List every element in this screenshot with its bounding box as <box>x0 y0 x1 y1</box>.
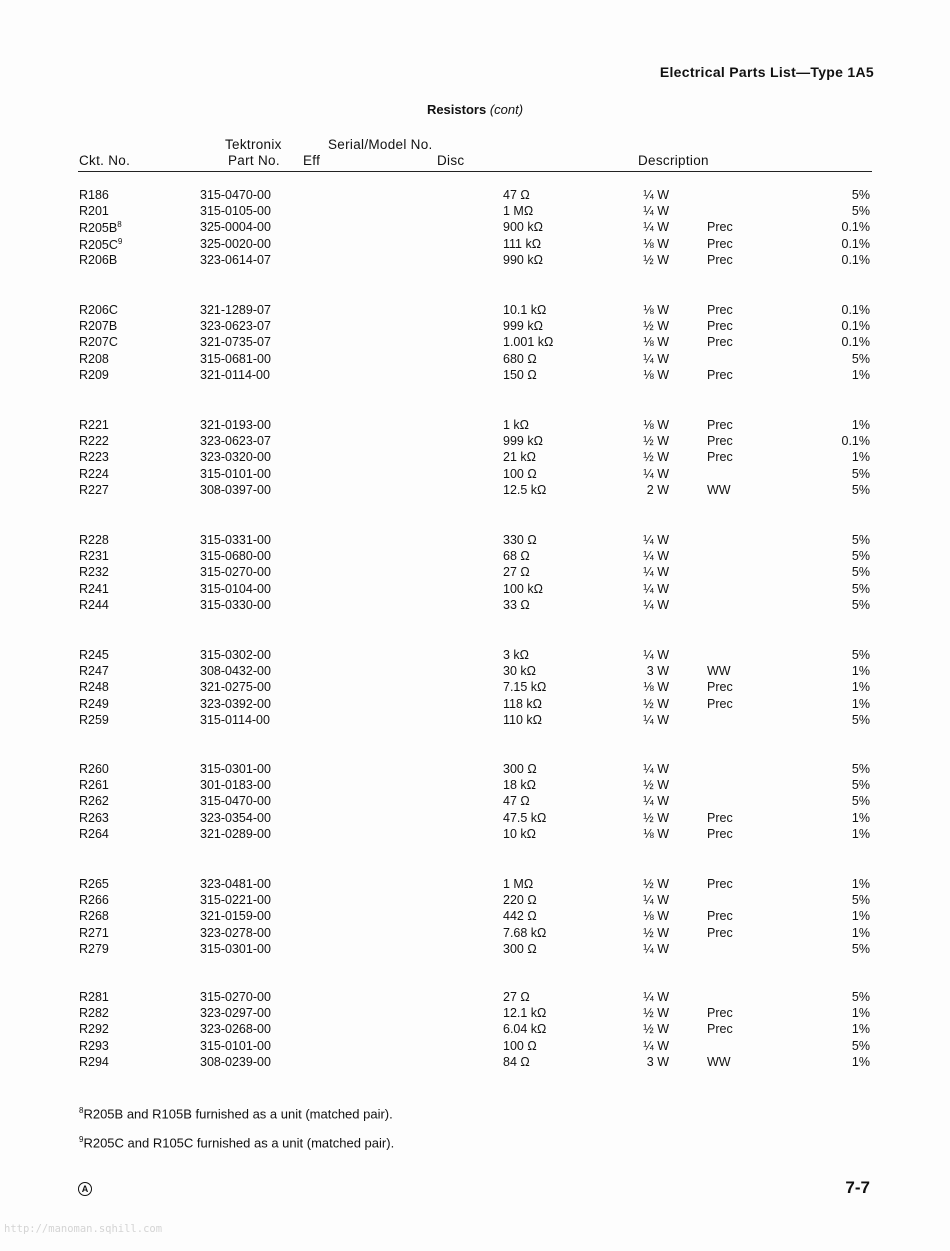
part-number: 315-0301-00 <box>200 762 271 776</box>
table-row <box>0 648 950 664</box>
table-row <box>0 664 950 680</box>
table-row <box>0 827 950 843</box>
wattage: ¼ W <box>643 220 669 235</box>
resistor-type: Prec <box>707 335 733 350</box>
ckt-number: R247 <box>79 664 109 679</box>
resistor-type: Prec <box>707 826 733 841</box>
resistor-type: Prec <box>707 450 733 465</box>
table-row <box>0 483 950 499</box>
ckt-number: R259 <box>79 712 109 727</box>
wattage: ½ W <box>643 1006 669 1021</box>
tolerance: 0.1% <box>841 434 870 449</box>
table-row <box>0 1022 950 1038</box>
wattage: ⅛ W <box>643 826 669 841</box>
resistance-value: 47 Ω <box>503 188 530 202</box>
ckt-number: $R205C^9$ <box>79 236 123 252</box>
tolerance: 1% <box>851 810 870 825</box>
tolerance: 5% <box>851 762 870 776</box>
resistance-value: 27 Ω <box>503 565 530 580</box>
wattage: ⅛ W <box>643 680 669 695</box>
tolerance: 5% <box>851 533 870 547</box>
resistance-value: 7.15 kΩ <box>503 680 547 695</box>
ckt-number: R294 <box>79 1054 109 1069</box>
part-number: 323-0614-07 <box>200 252 271 267</box>
part-number: 315-0101-00 <box>200 466 271 481</box>
part-number: 325-0004-00 <box>200 220 271 235</box>
ckt-number: R292 <box>79 1022 109 1037</box>
column-header-description: Description <box>638 153 709 168</box>
footnote-9: $^9$R205C and R105C furnished as a unit (matched pair). <box>79 1135 395 1151</box>
table-row <box>0 253 950 269</box>
ckt-number: R263 <box>79 810 109 825</box>
ckt-number: R244 <box>79 597 109 612</box>
resistance-value: 999 kΩ <box>503 434 543 449</box>
part-number: 323-0392-00 <box>200 696 271 711</box>
ckt-number: R266 <box>79 893 109 908</box>
part-number: 315-0101-00 <box>200 1038 271 1053</box>
ckt-number: R260 <box>79 762 109 776</box>
column-header-disc: Disc <box>437 153 465 168</box>
wattage: ⅛ W <box>643 367 669 382</box>
resistance-value: 12.5 kΩ <box>503 482 547 497</box>
part-number: 308-0397-00 <box>200 482 271 497</box>
part-number: 315-0114-00 <box>200 712 270 727</box>
table-row <box>0 434 950 450</box>
ckt-number: R261 <box>79 778 109 793</box>
tolerance: 5% <box>851 482 870 497</box>
resistance-value: 150 Ω <box>503 367 537 382</box>
table-row <box>0 794 950 810</box>
wattage: ⅛ W <box>643 335 669 350</box>
resistance-value: 1 MΩ <box>503 877 534 891</box>
column-header-serial-model: Serial/Model No. <box>328 137 433 152</box>
table-row <box>0 368 950 384</box>
resistance-value: 300 Ω <box>503 941 537 956</box>
wattage: ¼ W <box>643 581 669 596</box>
ckt-number: R228 <box>79 533 109 547</box>
wattage: ¼ W <box>643 188 669 202</box>
ckt-number: R201 <box>79 204 109 219</box>
wattage: ½ W <box>643 810 669 825</box>
ckt-number: R222 <box>79 434 109 449</box>
part-number: 315-0104-00 <box>200 581 271 596</box>
tolerance: 5% <box>851 204 870 219</box>
tolerance: 0.1% <box>841 303 870 317</box>
table-row <box>0 204 950 220</box>
table-row <box>0 549 950 565</box>
wattage: ½ W <box>643 450 669 465</box>
tolerance: 1% <box>851 696 870 711</box>
wattage: ½ W <box>643 319 669 334</box>
table-row <box>0 1055 950 1071</box>
tolerance: 5% <box>851 188 870 202</box>
section-title-text: Resistors <box>426 102 487 117</box>
resistance-value: 900 kΩ <box>503 220 543 235</box>
ckt-number: R207C <box>79 335 118 350</box>
ckt-number: R248 <box>79 680 109 695</box>
tolerance: 1% <box>851 877 870 891</box>
resistor-type: Prec <box>707 909 733 924</box>
part-number: 321-0275-00 <box>200 680 271 695</box>
ckt-number: R223 <box>79 450 109 465</box>
part-number: 315-0330-00 <box>200 597 271 612</box>
tolerance: 1% <box>851 909 870 924</box>
resistor-type: Prec <box>707 810 733 825</box>
part-number: 308-0239-00 <box>200 1054 271 1069</box>
tolerance: 5% <box>851 565 870 580</box>
wattage: ¼ W <box>643 941 669 956</box>
table-row <box>0 811 950 827</box>
tolerance: 5% <box>851 990 870 1004</box>
table-row <box>0 237 950 253</box>
wattage: ⅛ W <box>643 236 669 251</box>
part-number: 323-0268-00 <box>200 1022 271 1037</box>
wattage: ¼ W <box>643 204 669 219</box>
ckt-number: R206B <box>79 252 118 267</box>
ckt-number: R186 <box>79 188 109 202</box>
resistance-value: 118 kΩ <box>503 696 542 711</box>
table-row <box>0 582 950 598</box>
resistor-type: Prec <box>707 418 733 432</box>
resistance-value: 12.1 kΩ <box>503 1006 547 1021</box>
table-row <box>0 319 950 335</box>
ckt-number: R262 <box>79 794 109 809</box>
part-number: 315-0270-00 <box>200 565 271 580</box>
table-row <box>0 926 950 942</box>
ckt-number: R209 <box>79 367 109 382</box>
part-number: 323-0481-00 <box>200 877 271 891</box>
ckt-number: R221 <box>79 418 109 432</box>
ckt-number: R232 <box>79 565 109 580</box>
resistance-value: 100 Ω <box>503 466 537 481</box>
part-number: 323-0623-07 <box>200 319 271 334</box>
resistance-value: 6.04 kΩ <box>503 1022 547 1037</box>
ckt-number: $R205B^8$ <box>79 220 122 236</box>
part-number: 315-0270-00 <box>200 990 271 1004</box>
tolerance: 1% <box>851 680 870 695</box>
resistor-type: Prec <box>707 680 733 695</box>
ckt-number: R206C <box>79 303 118 317</box>
column-header-tektronix: Tektronix <box>225 137 282 152</box>
wattage: ¼ W <box>643 1038 669 1053</box>
wattage: ¼ W <box>643 597 669 612</box>
resistance-value: 10 kΩ <box>503 826 536 841</box>
table-row <box>0 909 950 925</box>
part-number: 321-0114-00 <box>200 367 270 382</box>
ckt-number: R281 <box>79 990 109 1004</box>
table-row <box>0 220 950 236</box>
wattage: ½ W <box>643 696 669 711</box>
table-row <box>0 1006 950 1022</box>
table-row <box>0 598 950 614</box>
wattage: ½ W <box>643 877 669 891</box>
part-number: 321-1289-07 <box>200 303 271 317</box>
table-row <box>0 877 950 893</box>
tolerance: 0.1% <box>841 220 870 235</box>
tolerance: 5% <box>851 794 870 809</box>
ckt-number: R208 <box>79 351 109 366</box>
resistor-type: Prec <box>707 367 733 382</box>
wattage: ¼ W <box>643 351 669 366</box>
resistor-type: Prec <box>707 925 733 940</box>
resistor-type: Prec <box>707 1006 733 1021</box>
table-row <box>0 450 950 466</box>
resistance-value: 33 Ω <box>503 597 530 612</box>
resistance-value: 100 Ω <box>503 1038 537 1053</box>
part-number: 315-0680-00 <box>200 549 271 564</box>
resistance-value: 220 Ω <box>503 893 537 908</box>
resistance-value: 1 MΩ <box>503 204 534 219</box>
part-number: 323-0278-00 <box>200 925 271 940</box>
column-header-part-no: Part No. <box>228 153 280 168</box>
part-number: 315-0105-00 <box>200 204 271 219</box>
footnote-8: $^8$R205B and R105B furnished as a unit (matched pair). <box>79 1106 393 1122</box>
resistance-value: 47 Ω <box>503 794 530 809</box>
column-header-ckt-no: Ckt. No. <box>79 153 131 168</box>
ckt-number: R224 <box>79 466 109 481</box>
resistance-value: 84 Ω <box>503 1054 530 1069</box>
tolerance: 1% <box>851 826 870 841</box>
table-row <box>0 778 950 794</box>
tolerance: 5% <box>851 1038 870 1053</box>
part-number: 323-0354-00 <box>200 810 271 825</box>
resistor-type: Prec <box>707 696 733 711</box>
part-number: 321-0735-07 <box>200 335 271 350</box>
wattage: ¼ W <box>643 648 669 662</box>
table-row <box>0 303 950 319</box>
footnote-marker: 8 <box>117 220 122 230</box>
resistance-value: 300 Ω <box>503 762 537 776</box>
table-row <box>0 565 950 581</box>
resistance-value: 18 kΩ <box>503 778 536 793</box>
tolerance: 0.1% <box>841 335 870 350</box>
resistance-value: 442 Ω <box>503 909 537 924</box>
ckt-number: R207B <box>79 319 118 334</box>
ckt-number: R264 <box>79 826 109 841</box>
tolerance: 5% <box>851 648 870 662</box>
resistor-type: Prec <box>707 434 733 449</box>
resistor-type: Prec <box>707 303 733 317</box>
ckt-number: R279 <box>79 941 109 956</box>
table-row <box>0 713 950 729</box>
resistor-type: Prec <box>707 236 733 251</box>
wattage: ¼ W <box>643 533 669 547</box>
table-row <box>0 680 950 696</box>
resistance-value: 68 Ω <box>503 549 530 564</box>
resistance-value: 7.68 kΩ <box>503 925 547 940</box>
resistance-value: 30 kΩ <box>503 664 536 679</box>
header-rule <box>78 171 872 172</box>
tolerance: 5% <box>851 941 870 956</box>
table-row <box>0 418 950 434</box>
wattage: 3 W <box>646 664 669 679</box>
table-row <box>0 697 950 713</box>
resistance-value: 330 Ω <box>503 533 537 547</box>
wattage: ⅛ W <box>643 303 669 317</box>
wattage: ½ W <box>643 925 669 940</box>
wattage: ⅛ W <box>643 418 669 432</box>
tolerance: 1% <box>851 450 870 465</box>
resistance-value: 100 kΩ <box>503 581 543 596</box>
wattage: ¼ W <box>643 762 669 776</box>
part-number: 315-0221-00 <box>200 893 271 908</box>
tolerance: 5% <box>851 712 870 727</box>
part-number: 323-0623-07 <box>200 434 271 449</box>
ckt-number: R293 <box>79 1038 109 1053</box>
wattage: ½ W <box>643 434 669 449</box>
tolerance: 1% <box>851 367 870 382</box>
resistor-type: Prec <box>707 319 733 334</box>
resistor-type: WW <box>707 1054 731 1069</box>
part-number: 323-0320-00 <box>200 450 271 465</box>
resistance-value: 1 kΩ <box>503 418 530 432</box>
resistor-type: Prec <box>707 252 733 267</box>
table-row <box>0 990 950 1006</box>
resistor-type: WW <box>707 482 731 497</box>
ckt-number: R282 <box>79 1006 109 1021</box>
wattage: ½ W <box>643 1022 669 1037</box>
ckt-number: R268 <box>79 909 109 924</box>
part-number: 315-0331-00 <box>200 533 271 547</box>
ckt-number: R231 <box>79 549 109 564</box>
table-row <box>0 467 950 483</box>
footnote-marker: 9 <box>117 236 123 246</box>
wattage: ¼ W <box>643 712 669 727</box>
table-row <box>0 352 950 368</box>
resistor-type: Prec <box>707 220 733 235</box>
tolerance: 5% <box>851 893 870 908</box>
wattage: 3 W <box>646 1054 669 1069</box>
part-number: 321-0289-00 <box>200 826 271 841</box>
tolerance: 1% <box>851 1006 870 1021</box>
watermark-url: http://manoman.sqhill.com <box>4 1223 163 1235</box>
tektronix-logo-icon: A <box>78 1182 92 1196</box>
part-number: 325-0020-00 <box>200 236 271 251</box>
part-number: 321-0159-00 <box>200 909 271 924</box>
tolerance: 5% <box>851 581 870 596</box>
resistor-type: Prec <box>707 877 733 891</box>
tolerance: 0.1% <box>841 236 870 251</box>
tolerance: 0.1% <box>841 252 870 267</box>
table-row <box>0 1039 950 1055</box>
wattage: ¼ W <box>643 794 669 809</box>
tolerance: 1% <box>851 418 870 432</box>
ckt-number: R265 <box>79 877 109 891</box>
wattage: ¼ W <box>643 990 669 1004</box>
tolerance: 1% <box>851 1022 870 1037</box>
ckt-number: R245 <box>79 648 109 662</box>
tolerance: 0.1% <box>841 319 870 334</box>
resistance-value: 21 kΩ <box>503 450 536 465</box>
tolerance: 1% <box>851 925 870 940</box>
wattage: ¼ W <box>643 565 669 580</box>
resistance-value: 111 kΩ <box>503 236 542 251</box>
resistance-value: 990 kΩ <box>503 252 543 267</box>
table-row <box>0 533 950 549</box>
section-title <box>0 102 950 117</box>
table-row <box>0 762 950 778</box>
tolerance: 5% <box>851 778 870 793</box>
resistance-value: 10.1 kΩ <box>503 303 547 317</box>
ckt-number: R271 <box>79 925 109 940</box>
ckt-number: R241 <box>79 581 109 596</box>
table-row <box>0 335 950 351</box>
part-number: 321-0193-00 <box>200 418 271 432</box>
table-row <box>0 942 950 958</box>
part-number: 308-0432-00 <box>200 664 271 679</box>
column-header-eff: Eff <box>303 153 321 168</box>
tolerance: 1% <box>851 1054 870 1069</box>
resistance-value: 47.5 kΩ <box>503 810 547 825</box>
part-number: 315-0301-00 <box>200 941 271 956</box>
table-row <box>0 188 950 204</box>
resistance-value: 3 kΩ <box>503 648 530 662</box>
tolerance: 5% <box>851 351 870 366</box>
part-number: 315-0302-00 <box>200 648 271 662</box>
resistance-value: 680 Ω <box>503 351 537 366</box>
section-cont-label: (cont) <box>489 102 524 117</box>
wattage: 2 W <box>646 482 669 497</box>
ckt-number: R227 <box>79 482 109 497</box>
resistor-type: Prec <box>707 1022 733 1037</box>
resistance-value: 110 kΩ <box>503 712 542 727</box>
part-number: 315-0681-00 <box>200 351 271 366</box>
tolerance: 5% <box>851 466 870 481</box>
page-header-title: Electrical Parts List—Type 1A5 <box>659 64 874 80</box>
table-row <box>0 893 950 909</box>
part-number: 323-0297-00 <box>200 1006 271 1021</box>
ckt-number: R249 <box>79 696 109 711</box>
wattage: ¼ W <box>643 549 669 564</box>
resistance-value: 1.001 kΩ <box>503 335 554 350</box>
resistor-type: WW <box>707 664 731 679</box>
part-number: 315-0470-00 <box>200 794 271 809</box>
tolerance: 1% <box>851 664 870 679</box>
wattage: ⅛ W <box>643 909 669 924</box>
wattage: ½ W <box>643 778 669 793</box>
tolerance: 5% <box>851 597 870 612</box>
part-number: 315-0470-00 <box>200 188 271 202</box>
wattage: ¼ W <box>643 893 669 908</box>
wattage: ½ W <box>643 252 669 267</box>
resistance-value: 27 Ω <box>503 990 530 1004</box>
page-number: 7-7 <box>845 1178 870 1197</box>
tolerance: 5% <box>851 549 870 564</box>
part-number: 301-0183-00 <box>200 778 271 793</box>
resistance-value: 999 kΩ <box>503 319 543 334</box>
wattage: ¼ W <box>643 466 669 481</box>
